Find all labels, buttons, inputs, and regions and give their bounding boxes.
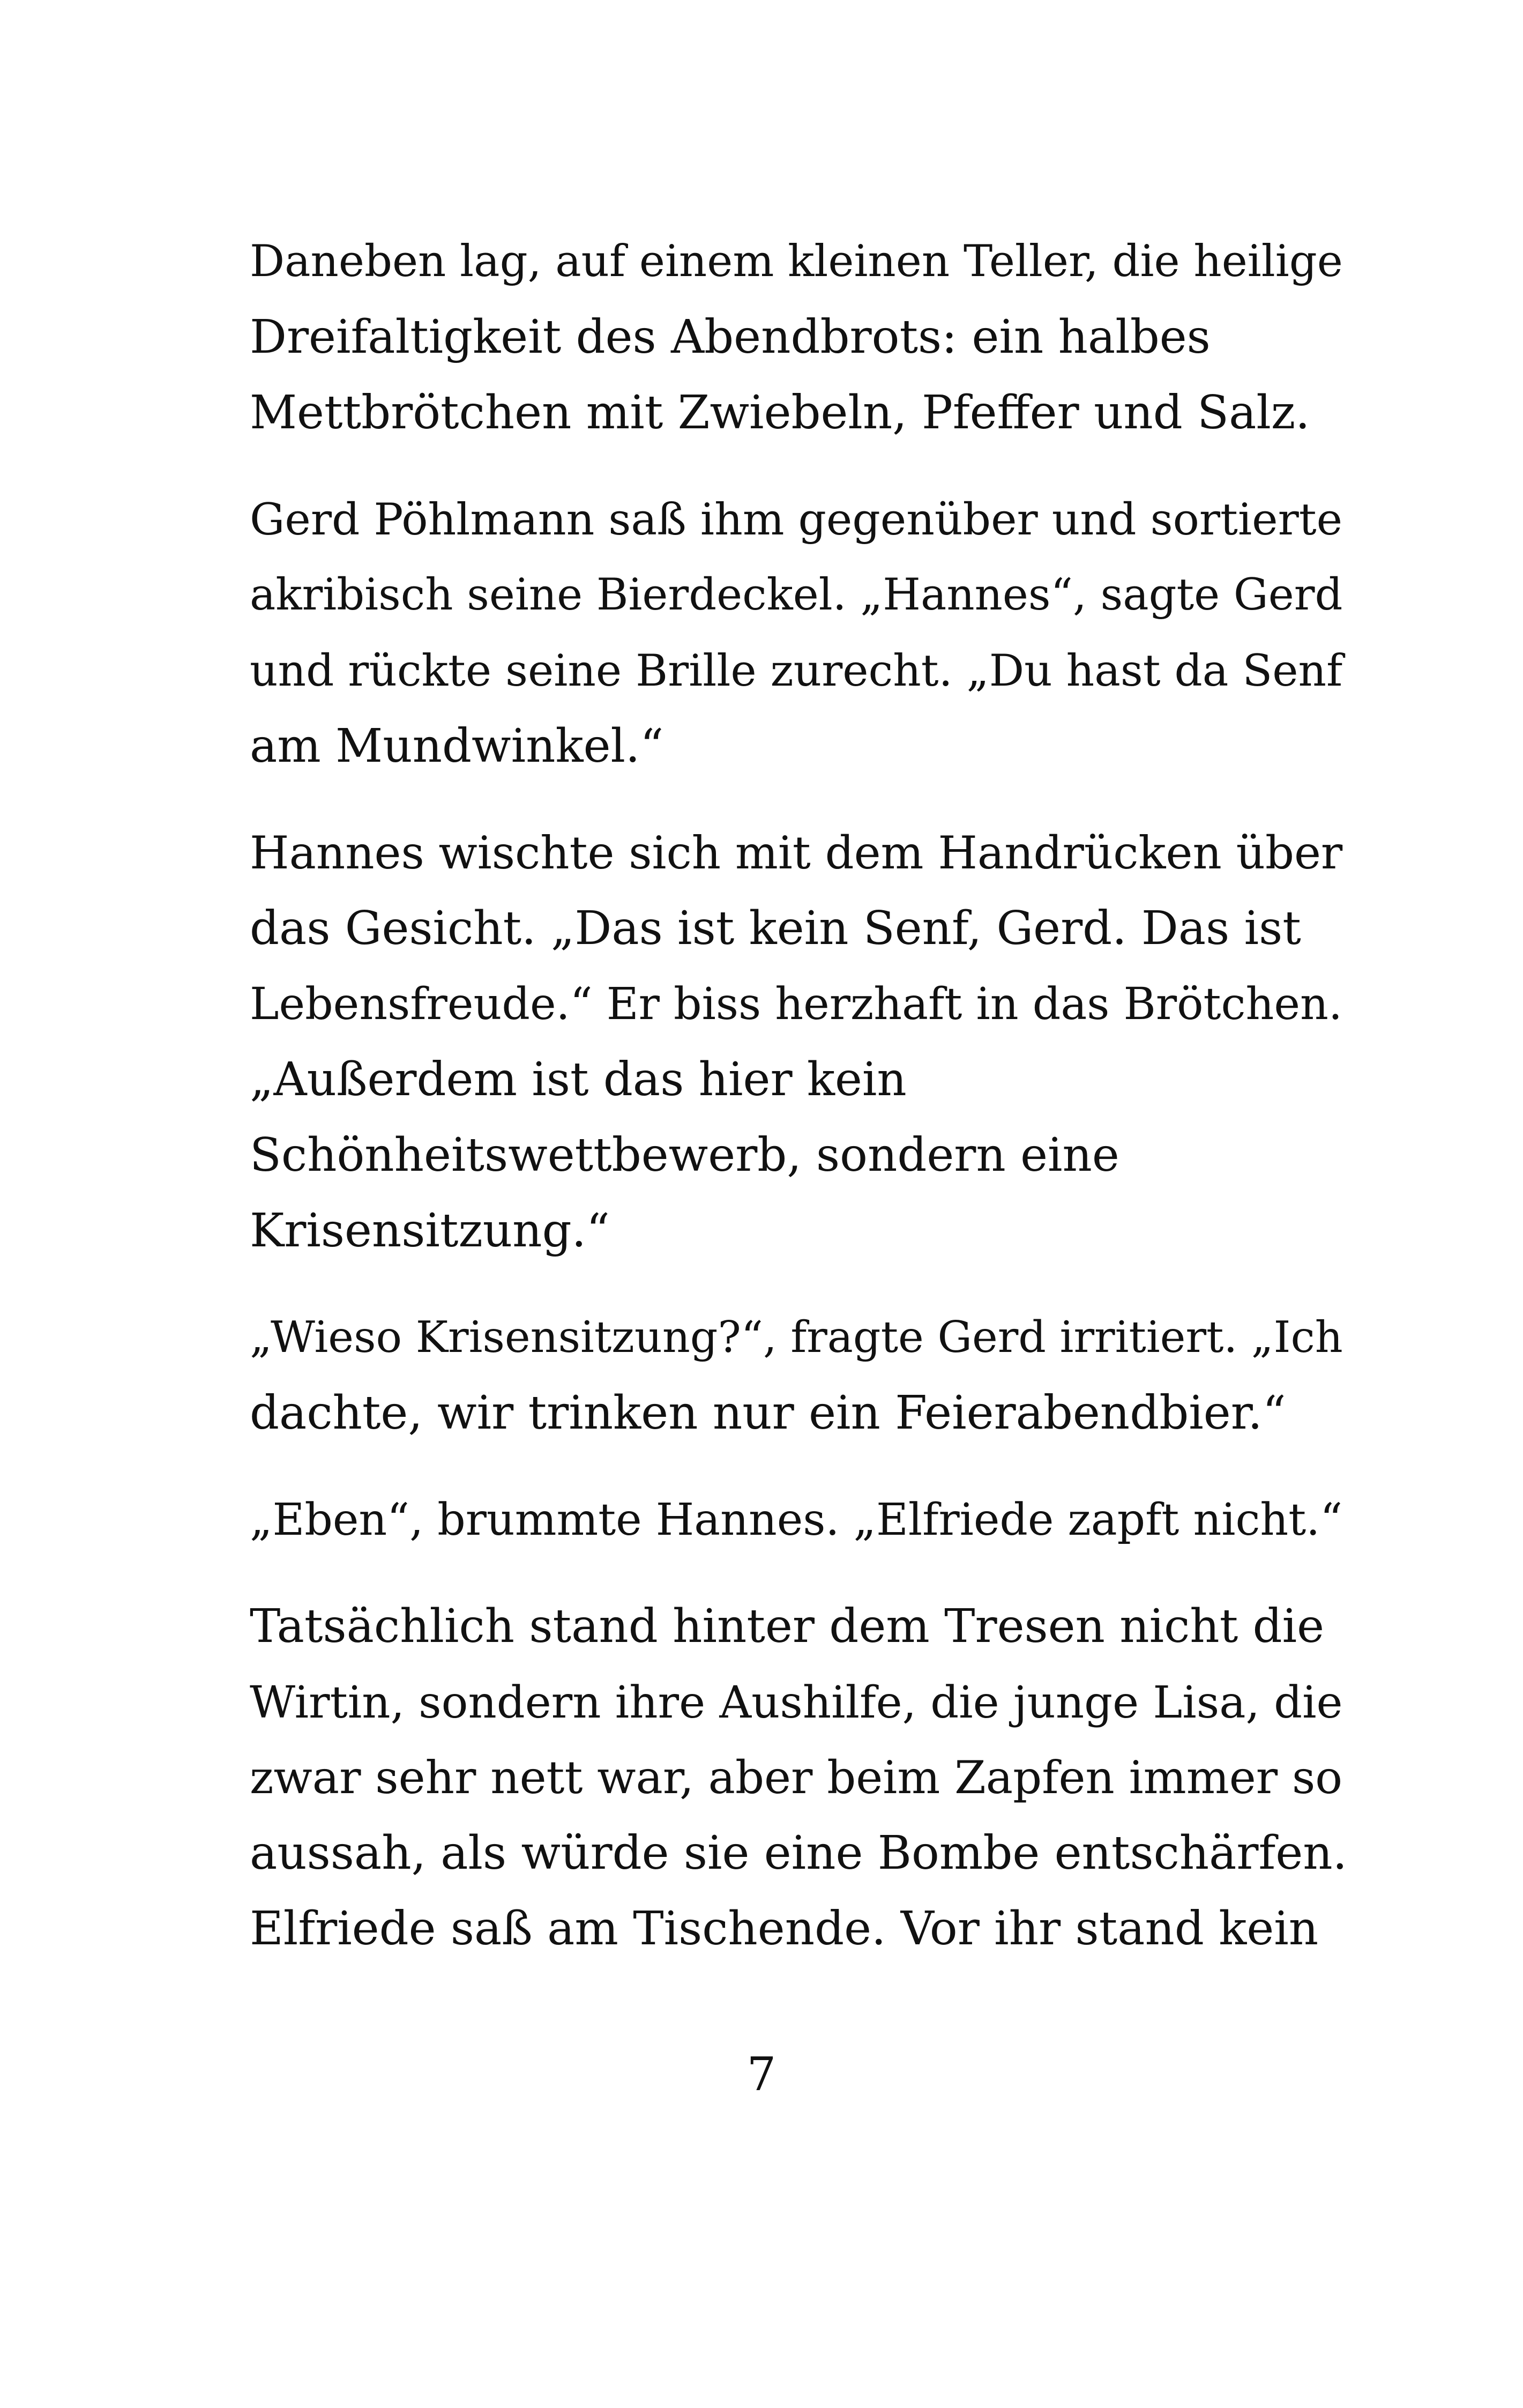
text-line: Schönheitswettbewerb, sondern eine — [250, 1128, 1119, 1182]
text-line: akribisch seine Bierdeckel. „Hannes“, sagte Gerd — [250, 570, 1343, 620]
text-line: Krisensitzung.“ — [250, 1204, 610, 1258]
paragraph — [250, 482, 1348, 784]
paragraph — [250, 1300, 1348, 1451]
text-line: Gerd Pöhlmann saß ihm gegenüber und sortierte — [250, 494, 1343, 545]
text-line: am Mundwinkel.“ — [250, 719, 664, 773]
text-line: „Eben“, brummte Hannes. „Elfriede zapft nicht.“ — [250, 1495, 1343, 1545]
text-line: Daneben lag, auf einem kleinen Teller, die heilige — [250, 236, 1343, 287]
text-line: „Wieso Krisensitzung?“, fragte Gerd irritiert. „Ich — [250, 1312, 1343, 1363]
text-line: Mettbrötchen mit Zwiebeln, Pfeffer und Salz. — [250, 386, 1310, 440]
paragraph — [250, 1589, 1348, 1967]
text-line: Tatsächlich stand hinter dem Tresen nicht die — [250, 1600, 1325, 1653]
text-line: dachte, wir trinken nur ein Feierabendbier.“ — [250, 1386, 1286, 1440]
paragraph — [250, 815, 1348, 1269]
text-line: Elfriede saß am Tischende. Vor ihr stand kein — [250, 1902, 1319, 1956]
paragraph — [250, 1482, 1348, 1558]
text-line: Lebensfreude.“ Er biss herzhaft in das Brötchen. — [250, 979, 1342, 1030]
body-text — [250, 224, 1348, 1998]
text-line: Dreifaltigkeit des Abendbrots: ein halbes — [250, 310, 1211, 364]
text-line: und rückte seine Brille zurecht. „Du hast da Senf — [250, 645, 1343, 696]
page-number: 7 — [746, 2048, 777, 2101]
text-line: das Gesicht. „Das ist kein Senf, Gerd. Das ist — [250, 902, 1301, 955]
text-line: aussah, als würde sie eine Bombe entschärfen. — [250, 1826, 1347, 1880]
text-line: zwar sehr nett war, aber beim Zapfen immer so — [250, 1751, 1343, 1804]
text-line: Wirtin, sondern ihre Aushilfe, die junge Lisa, die — [250, 1676, 1343, 1728]
text-line: „Außerdem ist das hier kein — [250, 1053, 907, 1106]
paragraph — [250, 224, 1348, 451]
text-line: Hannes wischte sich mit dem Handrücken über — [250, 827, 1343, 879]
